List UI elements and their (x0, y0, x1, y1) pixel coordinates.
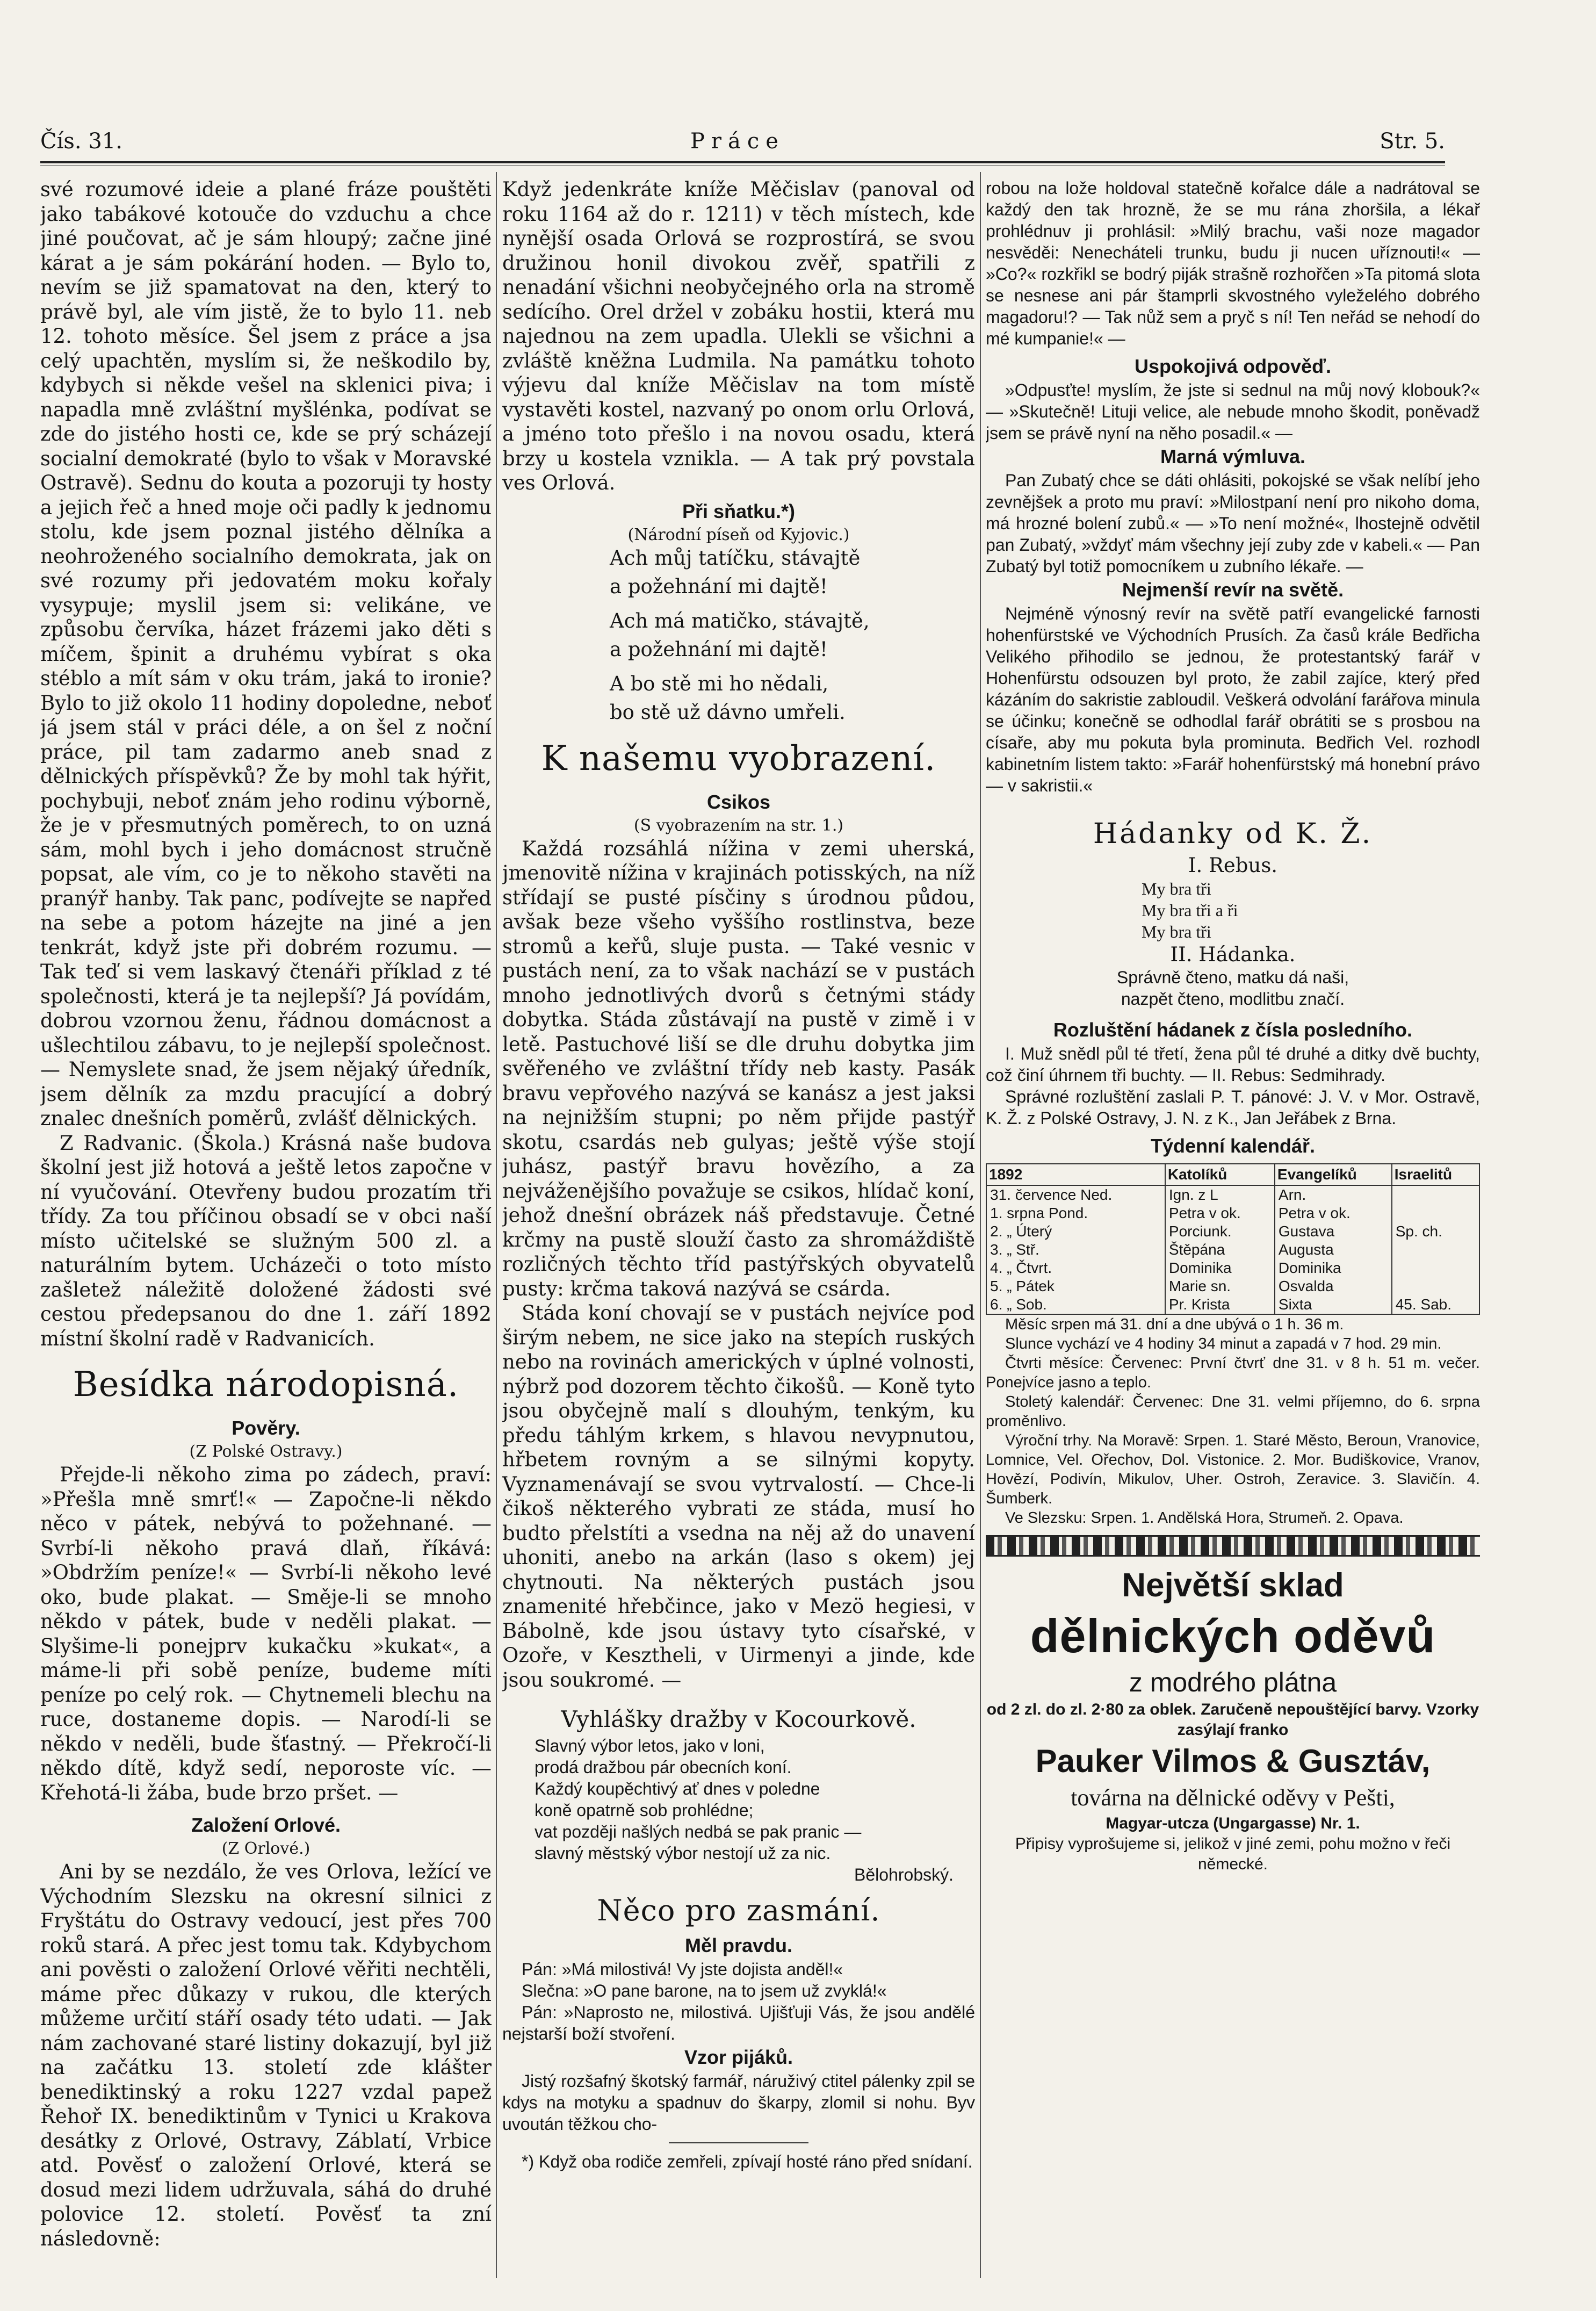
calendar-cell: 45. Sab. (1392, 1295, 1479, 1314)
text-uspokojiva: »Odpusťte! myslím, že jste si sednul na můj nový klobouk?« — »Skutečně! Lituji velice, ale nebude mnoho škodit, poněvadž jsem se právě nyní na něho posadil.« — (986, 380, 1480, 443)
calendar-cell: Arn. (1275, 1185, 1392, 1204)
calendar-cell: 3. „ Stř. (986, 1241, 1165, 1259)
column-2 (502, 177, 975, 2273)
heading-marna-vymluva: Marná výmluva. (1160, 445, 1306, 467)
calendar-note: Měsíc srpen má 31. dní a dne ubývá o 1 h. 36 m. (1005, 1316, 1344, 1333)
text-nejmensi-revir: Nejméně výnosný revír na světě patří evangelické farnosti hohenfürstské ve Východních Prusích. Za časů krále Bedřicha Velikého přihodilo se jednou, že protestantský farář v Hohenfürstu odsouzen byl proto, že zabil zajíce, který před kázáním do sakristie zabloudil. Veškerá odvolání farářova minula se účinku; konečně se odhodlal farář obrátiti se s prosbou na císaře, aby mu pokuta byla prominuta. Bedřich Vel. rozhodl kabinetním listem takto: »Farář hohenfürstský má honební právo — v sakristii.« (986, 604, 1480, 795)
ad-line: Největší sklad (1122, 1567, 1344, 1604)
rebus-title: I. Rebus. (1188, 854, 1278, 877)
text-marna-vymluva: Pan Zubatý chce se dáti ohlásiti, pokojské se však nelíbí jeho zevnějšek a proto mu praví: »Milostpaní není pro nikoho doma, má hrozné bolení zubů.« — »To není možné«, lhostejně odvětil pan Zubatý, »vždyť mám všechny její zuby zde v kabeli.« — Pan Zubatý byl totiž pomocníkem u zubního lékaře. — (986, 471, 1480, 576)
poem-line: A bo stě mi ho nědali, (610, 672, 829, 695)
heading-zalozeni-orlove: Založení Orlové. (191, 1814, 341, 1836)
calendar-cell (1392, 1259, 1479, 1277)
calendar-cell: 1. srpna Pond. (986, 1204, 1165, 1222)
text-csikos-2: Stáda koní chovají se v pustách nejvíce pod širým nebem, ne sice jako na stepích ruských nebo na rovinách amerických v úplné volnosti, nýbrž pod dozorem těchto čikošů. — Koně tyto jsou obyčejně malí s dlouhým, tenkým, ku předu táhlým krkem, s hlavou nevypnutou, hřbetem rovným a se silnými kopyty. Vyznamenávají se svou vytrvalostí. — Chce-li čikoš některého vybrati ze stáda, musí ho budto přelstíti a vsedna na něj až do unavení uhoniti, anebo na arkán (laso s okem) jej chytnouti. Na některých pustách jsou znamenité hřebčince, jako v Mezö hegiesi, v Bábolně, kde jsou ústavy tyto císařské, v Ozoře, v Kesztheli, v Uirmenyi a jinde, kde jsou soukromé. — (502, 1301, 975, 1691)
poem-line: Ach můj tatíčku, stávajtě (610, 546, 861, 570)
column-rule-1 (496, 172, 497, 2278)
source-pri-snatku: (Národní píseň od Kyjovic.) (627, 525, 850, 544)
calendar-cell (1392, 1204, 1479, 1222)
verse-line: Slavný výbor letos, jako v loni, (535, 1736, 765, 1755)
calendar-cell: 2. „ Úterý (986, 1222, 1165, 1241)
text-vzor-pijaku: Jistý rozšafný škotský farmář, náruživý ctitel pálenky zpil se kdys na motyku a spadnuv do škarpy, zlomil si nohu. Byv uvoután těžkou cho- (502, 2071, 975, 2134)
author-signature: Bělohrobský. (854, 1865, 954, 1884)
calendar-row (986, 1222, 1479, 1241)
dialogue-line: Pán: »Naprosto ne, milostivá. Ujišťuji Vás, že jsou andělé nejstarší boží stvoření. (502, 2003, 975, 2043)
ad-line: Připisy vyprošujeme si, jelikož v jiné zemi, pohu možno v řeči německé. (1015, 1835, 1451, 1873)
page-number: Str. 5. (1380, 129, 1445, 154)
heading-povery: Pověry. (232, 1417, 300, 1439)
calendar-cell: Dominika (1165, 1259, 1275, 1277)
news-radvanice: Z Radvanic. (Škola.) Krásná naše budova školní jest již hotová a ještě letos započne v ní vyučování. Otevřeny budou prozatím tři třídy. Za tou příčinou obsadí se v obci naší místo učitelské se služným 500 zl. a naturálním bytem. Ucházeči o toto místo zašletež náležitě doložené žádosti své cestou předepsanou do dne 1. září 1892 místní školní radě v Radvanicích. (40, 1131, 492, 1350)
calendar-head: Evangelíků (1275, 1164, 1392, 1185)
footnote-rule (669, 2142, 808, 2143)
riddle-line: nazpět čteno, modlitbu značí. (1121, 989, 1345, 1009)
source-povery: (Z Polské Ostravy.) (189, 1442, 343, 1461)
ad-line: továrna na dělnické oděvy v Pešti, (1071, 1784, 1395, 1811)
calendar-row (986, 1277, 1479, 1295)
calendar-cell (1392, 1277, 1479, 1295)
ad-line: z modrého plátna (1129, 1667, 1337, 1697)
header-rule (40, 161, 1445, 163)
text-orlove-continued: Když jedenkráte kníže Měčislav (panoval od roku 1164 až do r. 1211) v těch místech, kde nynější osada Orlová se rozprostírá, se svou družinou honil divokou zvěř, spatřili z nenadání všichni neobyčejného orla na stromě sedícího. Orel držel v zobáku hostii, která mu najednou na zem upadla. Ulekli se všichni a zvláště kněžna Ludmila. Na památku tohoto výjevu dal kníže Měčislav na tom místě vystavěti kostel, nazvaný po onom orlu Orlová, a jméno toto přešlo i na novou osadu, která brzy u kostela vznikla. — A tak prý povstala ves Orlová. (502, 178, 975, 494)
text-csikos-1: Každá rozsáhlá nížina v zemi uherská, jmenovitě nížina v krajinách potisských, na níž střídají se pusté písčiny s úrodnou půdou, avšak beze všeho vyššího rostlinstva, beze stromů a keřů, sluje pusta. — Také vesnic v pustách není, za to však nachází se v pustách mnoho jednotlivých dvorů s četnými stády dobytka. Stáda zůstávají na pustě v zimě i v letě. Pastuchové liší se dle druhu dobytka jim svěřeného ve zvláštní třídy neb kasty. Pasák bravu vepřového nazývá se kanász a jest jaksi na nejnižším stupni; po něm přijde pastýř skotu, csardás neb gulyas; ještě výše stojí juhász, pastýř bravu hovězího, a za nejváženějšího považuje se csikos, hlídač koní, jehož dnešní obrázek náš představuje. Četné krčmy na pustě slouží často za shromáždiště rozličných těchto tříd pastýřských obyvatelů pusty: krčma taková nazývá se csárda. (502, 837, 975, 1300)
dialogue-line: Slečna: »O pane barone, na to jsem už zvyklá!« (522, 1981, 887, 2000)
text-orlove: Ani by se nezdálo, že ves Orlova, ležící ve Východním Slezsku na okresní silnici z Fryštátu do Ostravy vedoucí, jest přes 700 roků stará. A přec jest tomu tak. Kdybychom ani pověsti o založení Orlové věřiti nechtěli, máme přec důkazy v rukou, dle kterých můžeme určití stáří osady této udati. — Jak nám zachované staré listiny dokazují, byl již na začátku 13. století zde klášter benediktinský a roku 1227 vzdal papež Řehoř IX. benediktinům v Tynici u Krakova desátky z Orlové, Ostravy, Záblatí, Vrbice atd. Pověsť o založení Orlové, která se dosud mezi lidem udržuvala, sáhá do druhé polovice 12. století. Pověsť ta zní následovně: (40, 1860, 492, 2250)
calendar-row (986, 1204, 1479, 1222)
text-rozlusteni: I. Muž snědl půl té třetí, žena půl té druhé a ditky dvě buchty, což činí úhrnem tři buchty. — II. Rebus: Sedmihrady. (986, 1044, 1480, 1085)
calendar-cell: Ign. z L (1165, 1185, 1275, 1204)
rebus-line: My bra tři (1142, 879, 1211, 898)
calendar-cell (1392, 1185, 1479, 1204)
verse-line: Každý koupěchtivý ať dnes v poledne (535, 1779, 820, 1798)
calendar-cell: Petra v ok. (1275, 1204, 1392, 1222)
heading-uspokojiva: Uspokojivá odpověď. (1135, 355, 1331, 377)
heading-kalendar: Týdenní kalendář. (1150, 1135, 1316, 1157)
calendar-cell: 31. července Ned. (986, 1185, 1165, 1204)
verse-line: vat později našlých nedbá se pak pranic — (535, 1822, 862, 1841)
heading-pri-snatku: Při sňatku.*) (682, 500, 796, 522)
calendar-note: Čtvrti měsíce: Červenec: První čtvrť dne 31. v 8 h. 51 m. večer. Ponejvíce jasno a teplo. (986, 1355, 1480, 1391)
heading-mel-pravdu: Měl pravdu. (684, 1934, 793, 1956)
calendar-note: Stoletý kalendář: Červenec: Dne 31. velmi příjemno, do 6. srpna proměnlivo. (986, 1393, 1480, 1430)
ad-line: Magyar-utcza (Ungargasse) Nr. 1. (1106, 1815, 1360, 1832)
text-povery: Přejde-li někoho zima po zádech, praví: »Přešla mně smrť!« — Započne-li někdo něco v pátek, nebývá to požehnané. — Svrbí-li někoho pravá dlaň, říkává: »Obdržím peníze!« — Svrbí-li někoho levé oko, bude plakat. — Směje-li se mnoho někdo v pátek, bude v neděli plakat. — Slyšime-li ponejprv kukačku »kukat«, a máme-li při sobě peníze, budeme míti peníze po celý rok. — Chytnemeli blechu na ruce, dostaneme dopis. — Narodí-li se někdo v neděli, bude šťastný. — Překročí-li někdo dítě, když sedí, neporoste víc. — Křehotá-li žába, bude brzo pršet. — (40, 1463, 492, 1804)
text-solvers: Správné rozluštění zaslali P. T. pánové: J. V. v Mor. Ostravě, K. Ž. z Polské Ostravy, J. N. z K., Jan Jeřábek z Brna. (986, 1087, 1480, 1128)
calendar-cell: Pr. Krista (1165, 1295, 1275, 1314)
heading-vyhlasky: Vyhlášky dražby v Kocourkově. (561, 1706, 916, 1732)
calendar-cell: Petra v ok. (1165, 1204, 1275, 1222)
heading-vzor-pijaku: Vzor pijáků. (684, 2046, 793, 2068)
poem-line: a požehnání mi dajtě! (610, 575, 828, 598)
heading-csikos: Csikos (706, 790, 771, 813)
heading-hadanky: Hádanky od K. Ž. (1093, 818, 1373, 850)
calendar-cell: Sp. ch. (1392, 1222, 1479, 1241)
calendar-cell: Osvalda (1275, 1277, 1392, 1295)
article-continued: své rozumové ideie a plané fráze pouštěti jako tabákové kotouče do vzduchu a chce jiné poučovat, ač je sám hloupý; začne jiné kárat a je sám pokárání hoden. — Bylo to, nevím se již spamatovat na den, který to právě byl, ale vím jistě, že to bylo 11. neb 12. tohoto měsíce. Šel jsem z práce a jsa celý upachtěn, myslím si, že neškodilo by, kdybych si někde vešel na sklenici piva; i napadla mně zvláštní myšlénka, podívat se zde do jistého hosti ce, kde se prý scházejí socialní demokraté (bylo to však v Moravské Ostravě). Sednu do kouta a pozoruji ty hosty a jejich řeč a hned moje oči padly k jednomu stolu, kde jsem poznal jistého dělníka a neohroženého socialního demokrata, jak on své rozumy při jedovatém moku kořaly vysypuje; myslil jsem si: velikáne, ve způsobu červíka, házet frázemi jako děti s míčem, špinit a druhému vybírat s oka stéblo a mít sám v oku trám, jaká to ironie? Bylo to již okolo 11 hodiny dopoledne, neboť já jsem stál v práci déle, a on šel z noční práce, pil tam zadarmo aneb snad z dělnických příspěvků? Že by mohl tak hýřit, pochybuji, neboť znám jeho rodinu výborně, že je v přesmutných poměrech, to on uzná sám, mohl bych i jeho domácnost stručně popsat, ale vím, co je to někoho stavěti na pranýř hanby. Tak panc, podívejte se napřed na sebe a potom házejte na jiné a jen tenkrát, když jste při dobrém rozumu. — Tak teď si vem laskavý čtenáři příklad z té společnosti, která je ta nejlepší? Já povídám, dobrou vzornou ženu, řádnou domácnost a ušlechtilou zábavu, to je nejlepší společnost. — Nemyslete snad, že jsem nějaký úředník, jsem dělník za mzdu pracující a dobrý znalec dnešních poměrů, zvlášť dělnických. (40, 178, 492, 1130)
calendar-row (986, 1185, 1479, 1204)
verse-line: prodá dražbou pár obecních koní. (535, 1758, 792, 1777)
riddle-line: Správně čteno, matku dá naši, (1116, 968, 1349, 987)
calendar-head: Katolíků (1165, 1164, 1275, 1185)
dialogue-line: Pán: »Má milostivá! Vy jste dojista anděl!« (522, 1960, 843, 1979)
calendar-cell: 4. „ Čtvrt. (986, 1259, 1165, 1277)
section-title-besidka: Besídka národopisná. (73, 1365, 459, 1405)
poem-line: a požehnání mi dajtě! (610, 638, 828, 661)
source-orlove: (Z Orlové.) (221, 1839, 310, 1858)
calendar-note: Výroční trhy. Na Moravě: Srpen. 1. Staré Město, Beroun, Vranovice, Lomnice, Vel. Ořechov, Dol. Vistonice. 2. Mor. Budiškovice, Vranov, Hovězí, Podivín, Mikulov, Uher. Ostroh, Zeravice. 3. Slavičín. 4. Šumberk. (986, 1432, 1480, 1507)
column-1 (40, 177, 492, 2273)
ad-line: od 2 zl. do zl. 2·80 za oblek. Zaručeně nepouštějící barvy. Vzorky zasýlají franko (986, 1701, 1479, 1739)
calendar-cell: Augusta (1275, 1241, 1392, 1259)
issue-number: Čís. 31. (40, 129, 122, 154)
calendar-row (986, 1259, 1479, 1277)
column-rule-2 (980, 172, 981, 2278)
page-header (40, 129, 1445, 161)
calendar-cell: 5. „ Pátek (986, 1277, 1165, 1295)
calendar-cell: Štěpána (1165, 1241, 1275, 1259)
calendar-cell: Dominika (1275, 1259, 1392, 1277)
rebus-line: My bra tři (1142, 921, 1211, 941)
calendar-note: Ve Slezsku: Srpen. 1. Andělská Hora, Strumeň. 2. Opava. (1005, 1509, 1404, 1527)
calendar-row (986, 1295, 1479, 1314)
poem-line: bo stě už dávno umřeli. (610, 701, 846, 724)
section-title-vyobrazeni: K našemu vyobrazení. (541, 738, 936, 779)
calendar-cell: Marie sn. (1165, 1277, 1275, 1295)
advertisement (986, 1564, 1480, 1875)
column-3 (986, 177, 1480, 2273)
calendar-table (986, 1163, 1480, 1315)
calendar-cell: Sixta (1275, 1295, 1392, 1314)
calendar-cell: Gustava (1275, 1222, 1392, 1241)
text-vzor-continued: robou na lože holdoval statečně kořalce dále a nadrátoval se každý den tak hrozně, že se mu rána zhoršila, a lékař prohlédnuv ji prohlásil: »Milý brachu, vaši noze magador nesvěděi: Nenecháteli trunku, budu ji nucen uříznouti!« — »Co?« rozkřikl se bodrý piják strašně rozhořčen »Ta pitomá slota se nesnese ani pár štamprli skvostného vyleželého dobrého magadoru!? — Tak nůž sem a pryč s ní! Ten neřád se nehodí do mé kumpanie!« — (986, 178, 1480, 348)
verse-line: slavný městský výbor nestojí už za nic. (535, 1844, 831, 1863)
heading-nejmensi-revir: Nejmenší revír na světě. (1122, 579, 1344, 601)
verse-line: koně opatrně sob prohlédne; (535, 1801, 754, 1820)
calendar-cell: Porciunk. (1165, 1222, 1275, 1241)
ad-line: Pauker Vilmos & Gusztáv, (1035, 1743, 1431, 1779)
rebus-line: My bra tři a ři (1142, 900, 1238, 920)
poem-line: Ach má matičko, stávajtě, (610, 609, 870, 632)
section-title-zasmani: Něco pro zasmání. (597, 1894, 880, 1927)
ornament-border (986, 1535, 1480, 1557)
heading-rozlusteni: Rozluštění hádanek z čísla posledního. (1053, 1019, 1413, 1041)
calendar-row (986, 1241, 1479, 1259)
calendar-head: 1892 (986, 1164, 1165, 1185)
footnote: *) Když oba rodiče zemřeli, zpívají hosté ráno před snídaní. (522, 2152, 973, 2171)
source-csikos: (S vyobrazením na str. 1.) (633, 816, 844, 835)
calendar-head: Israelitů (1392, 1164, 1479, 1185)
riddle-title: II. Hádanka. (1170, 942, 1296, 966)
newspaper-title: Práce (690, 129, 785, 154)
calendar-cell: 6. „ Sob. (986, 1295, 1165, 1314)
ad-line: dělnických oděvů (1030, 1609, 1436, 1662)
calendar-note: Slunce vychází ve 4 hodiny 34 minut a zapadá v 7 hod. 29 min. (1005, 1335, 1442, 1352)
calendar-cell (1392, 1241, 1479, 1259)
